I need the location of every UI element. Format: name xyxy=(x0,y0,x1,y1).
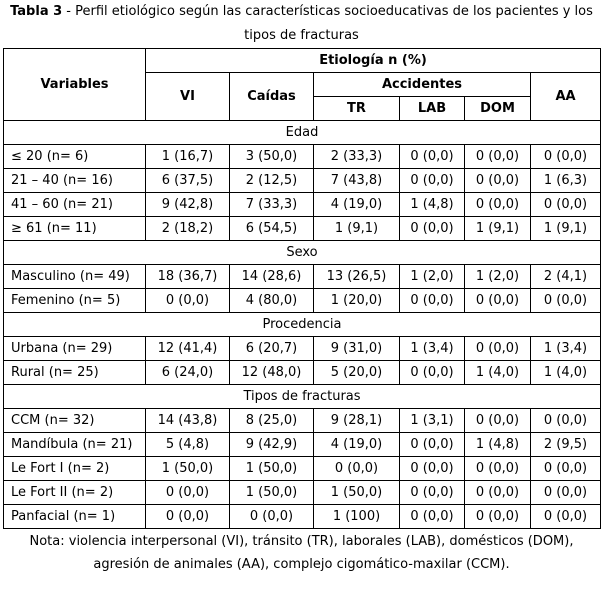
table-cell: 1 (3,4) xyxy=(531,337,601,361)
table-cell: 6 (37,5) xyxy=(146,169,230,193)
table-cell: 14 (43,8) xyxy=(146,409,230,433)
table-cell: 0 (0,0) xyxy=(400,289,465,313)
section-title: Sexo xyxy=(4,241,601,265)
table-cell: 0 (0,0) xyxy=(465,457,531,481)
header-row-1 xyxy=(4,49,601,73)
row-label: Rural (n= 25) xyxy=(4,361,146,385)
table-row xyxy=(4,361,601,385)
table-cell: 5 (20,0) xyxy=(314,361,400,385)
table-cell: 0 (0,0) xyxy=(400,457,465,481)
table-cell: 8 (25,0) xyxy=(230,409,314,433)
table-cell: 1 (3,4) xyxy=(400,337,465,361)
table-row xyxy=(4,217,601,241)
table-cell: 0 (0,0) xyxy=(465,505,531,529)
etiology-table xyxy=(3,48,601,529)
table-cell: 13 (26,5) xyxy=(314,265,400,289)
table-cell: 0 (0,0) xyxy=(465,409,531,433)
table-cell: 0 (0,0) xyxy=(531,457,601,481)
table-cell: 1 (9,1) xyxy=(314,217,400,241)
table-cell: 1 (4,0) xyxy=(465,361,531,385)
table-cell: 0 (0,0) xyxy=(465,145,531,169)
table-cell: 18 (36,7) xyxy=(146,265,230,289)
row-label: Le Fort I (n= 2) xyxy=(4,457,146,481)
table-row xyxy=(4,193,601,217)
table-cell: 1 (3,1) xyxy=(400,409,465,433)
table-cell: 1 (2,0) xyxy=(400,265,465,289)
table-row xyxy=(4,481,601,505)
header-variables: Variables xyxy=(4,49,146,121)
table-cell: 0 (0,0) xyxy=(465,481,531,505)
section-row xyxy=(4,313,601,337)
row-label: ≥ 61 (n= 11) xyxy=(4,217,146,241)
table-cell: 2 (12,5) xyxy=(230,169,314,193)
table-body xyxy=(4,121,601,529)
table-row xyxy=(4,265,601,289)
header-vi: VI xyxy=(146,73,230,121)
row-label: Masculino (n= 49) xyxy=(4,265,146,289)
header-dom: DOM xyxy=(465,97,531,121)
table-cell: 0 (0,0) xyxy=(531,145,601,169)
table-cell: 0 (0,0) xyxy=(531,481,601,505)
table-cell: 0 (0,0) xyxy=(531,193,601,217)
table-caption-text: - Perfil etiológico según las características socioeducativas de los pacientes y los tipos de fracturas xyxy=(62,4,593,43)
table-cell: 3 (50,0) xyxy=(230,145,314,169)
table-cell: 0 (0,0) xyxy=(400,433,465,457)
header-tr: TR xyxy=(314,97,400,121)
table-cell: 0 (0,0) xyxy=(400,505,465,529)
table-cell: 0 (0,0) xyxy=(400,145,465,169)
section-title: Tipos de fracturas xyxy=(4,385,601,409)
section-row xyxy=(4,385,601,409)
table-cell: 1 (4,8) xyxy=(400,193,465,217)
table-caption xyxy=(0,0,603,48)
table-cell: 1 (50,0) xyxy=(230,481,314,505)
table-cell: 4 (80,0) xyxy=(230,289,314,313)
table-cell: 0 (0,0) xyxy=(465,289,531,313)
table-cell: 4 (19,0) xyxy=(314,433,400,457)
table-cell: 6 (24,0) xyxy=(146,361,230,385)
table-cell: 0 (0,0) xyxy=(531,409,601,433)
table-cell: 2 (9,5) xyxy=(531,433,601,457)
table-cell: 1 (20,0) xyxy=(314,289,400,313)
table-cell: 1 (9,1) xyxy=(465,217,531,241)
table-cell: 2 (18,2) xyxy=(146,217,230,241)
row-label: Mandíbula (n= 21) xyxy=(4,433,146,457)
table-cell: 1 (4,8) xyxy=(465,433,531,457)
table-cell: 1 (100) xyxy=(314,505,400,529)
row-label: Le Fort II (n= 2) xyxy=(4,481,146,505)
table-cell: 1 (50,0) xyxy=(146,457,230,481)
row-label: CCM (n= 32) xyxy=(4,409,146,433)
table-cell: 0 (0,0) xyxy=(400,217,465,241)
row-label: Urbana (n= 29) xyxy=(4,337,146,361)
header-caidas: Caídas xyxy=(230,73,314,121)
table-cell: 0 (0,0) xyxy=(465,169,531,193)
table-cell: 0 (0,0) xyxy=(465,337,531,361)
table-cell: 6 (20,7) xyxy=(230,337,314,361)
table-cell: 0 (0,0) xyxy=(314,457,400,481)
table-cell: 1 (4,0) xyxy=(531,361,601,385)
table-cell: 1 (16,7) xyxy=(146,145,230,169)
section-row xyxy=(4,241,601,265)
table-note: Nota: violencia interpersonal (VI), tránsito (TR), laborales (LAB), domésticos (DOM), agresión de animales (AA), complejo cigomático-maxilar (CCM). xyxy=(29,534,574,572)
header-aa: AA xyxy=(531,73,601,121)
table-cell: 0 (0,0) xyxy=(531,289,601,313)
table-row xyxy=(4,433,601,457)
table-cell: 1 (50,0) xyxy=(314,481,400,505)
table-cell: 9 (31,0) xyxy=(314,337,400,361)
table-cell: 12 (41,4) xyxy=(146,337,230,361)
row-label: Femenino (n= 5) xyxy=(4,289,146,313)
table-cell: 0 (0,0) xyxy=(531,505,601,529)
table-row xyxy=(4,289,601,313)
section-title: Procedencia xyxy=(4,313,601,337)
table-cell: 0 (0,0) xyxy=(146,505,230,529)
header-accidentes: Accidentes xyxy=(314,73,531,97)
table-row xyxy=(4,409,601,433)
table-label: Tabla 3 xyxy=(10,4,63,19)
table-cell: 0 (0,0) xyxy=(146,289,230,313)
table-row xyxy=(4,145,601,169)
table-cell: 1 (9,1) xyxy=(531,217,601,241)
table-cell: 7 (43,8) xyxy=(314,169,400,193)
table-cell: 9 (42,8) xyxy=(146,193,230,217)
table-row xyxy=(4,337,601,361)
table-cell: 9 (28,1) xyxy=(314,409,400,433)
row-label: Panfacial (n= 1) xyxy=(4,505,146,529)
row-label: 21 – 40 (n= 16) xyxy=(4,169,146,193)
header-etiologia: Etiología n (%) xyxy=(146,49,601,73)
table-cell: 6 (54,5) xyxy=(230,217,314,241)
row-label: ≤ 20 (n= 6) xyxy=(4,145,146,169)
table-cell: 1 (50,0) xyxy=(230,457,314,481)
section-title: Edad xyxy=(4,121,601,145)
table-cell: 4 (19,0) xyxy=(314,193,400,217)
table-row xyxy=(4,505,601,529)
table-cell: 1 (2,0) xyxy=(465,265,531,289)
table-row xyxy=(4,169,601,193)
header-lab: LAB xyxy=(400,97,465,121)
table-cell: 7 (33,3) xyxy=(230,193,314,217)
table-cell: 0 (0,0) xyxy=(400,169,465,193)
table-cell: 12 (48,0) xyxy=(230,361,314,385)
table-row xyxy=(4,457,601,481)
table-cell: 0 (0,0) xyxy=(400,481,465,505)
table-cell: 14 (28,6) xyxy=(230,265,314,289)
table-cell: 0 (0,0) xyxy=(146,481,230,505)
section-row xyxy=(4,121,601,145)
table-cell: 2 (4,1) xyxy=(531,265,601,289)
table-cell: 0 (0,0) xyxy=(230,505,314,529)
row-label: 41 – 60 (n= 21) xyxy=(4,193,146,217)
table-cell: 2 (33,3) xyxy=(314,145,400,169)
table-cell: 0 (0,0) xyxy=(400,361,465,385)
table-cell: 0 (0,0) xyxy=(465,193,531,217)
table-cell: 9 (42,9) xyxy=(230,433,314,457)
table-cell: 5 (4,8) xyxy=(146,433,230,457)
table-cell: 1 (6,3) xyxy=(531,169,601,193)
